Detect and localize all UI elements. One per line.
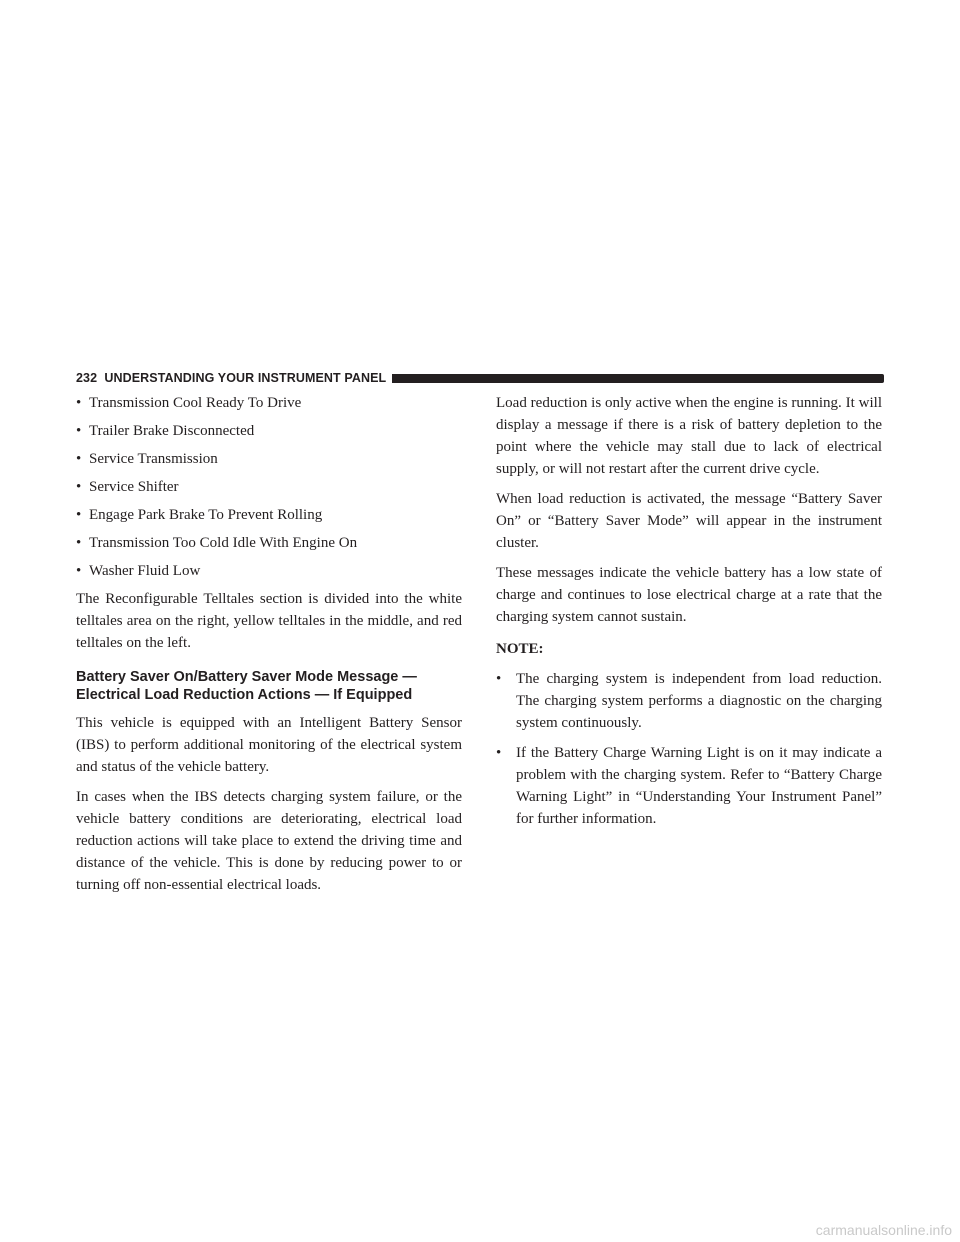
list-item [496, 668, 882, 734]
list-item [76, 448, 462, 470]
list-item-text: Transmission Cool Ready To Drive [89, 395, 302, 411]
paragraph-cases: In cases when the IBS detects charging system failure, or the vehicle battery conditions are deteriorating, electrical load reduction actions will take place to extend the driving time and distance of the vehicle. This is done by reducing power to or turning off non-essential electrical loads. [76, 789, 462, 893]
paragraph-activated: When load reduction is activated, the message “Battery Saver On” or “Battery Saver Mode” will appear in the instrument cluster. [496, 491, 882, 551]
list-item [76, 504, 462, 526]
bullet-icon: • [76, 563, 82, 579]
bullet-icon: • [76, 535, 82, 551]
header-rule [392, 374, 884, 383]
chapter-title: UNDERSTANDING YOUR INSTRUMENT PANEL [104, 371, 387, 385]
header-spacer [97, 371, 104, 385]
bullet-icon: • [76, 423, 82, 439]
list-item [76, 392, 462, 414]
list-item-text: The charging system is independent from load reduction. The charging system performs a diagnostic on the charging system continuously. [516, 671, 882, 731]
list-item-text: Service Shifter [89, 479, 179, 495]
left-column [76, 392, 462, 904]
bullet-icon: • [76, 395, 82, 411]
list-item-text: Engage Park Brake To Prevent Rolling [89, 507, 323, 523]
section-heading-line1: Battery Saver On/Battery Saver Mode Message — [76, 669, 417, 685]
list-item [76, 420, 462, 442]
list-item-text: Transmission Too Cold Idle With Engine On [89, 535, 358, 551]
paragraph-telltales: The Reconfigurable Telltales section is divided into the white telltales area on the right, yellow telltales in the middle, and red telltales on the left. [76, 591, 462, 651]
paragraph-messages: These messages indicate the vehicle battery has a low state of charge and continues to lose electrical charge at a rate that the charging system cannot sustain. [496, 565, 882, 625]
list-item-text: If the Battery Charge Warning Light is on it may indicate a problem with the charging system. Refer to “Battery Charge Warning Light” in “Understanding Your Instrument Panel” for further information. [516, 745, 882, 827]
note-list [496, 668, 882, 830]
message-list [76, 392, 462, 582]
bullet-icon: • [76, 451, 82, 467]
section-heading [76, 668, 462, 704]
list-item-text: Washer Fluid Low [89, 563, 201, 579]
list-item [76, 560, 462, 582]
list-item [76, 476, 462, 498]
page-number: 232 [76, 371, 98, 385]
paragraph-ibs: This vehicle is equipped with an Intelligent Battery Sensor (IBS) to perform additional monitoring of the electrical system and status of the vehicle battery. [76, 715, 462, 775]
right-column [496, 392, 882, 838]
section-heading-line2: Electrical Load Reduction Actions — If Equipped [76, 687, 413, 703]
page-header [76, 370, 884, 386]
bullet-icon: • [76, 507, 82, 523]
bullet-icon: • [76, 479, 82, 495]
bullet-icon: • [496, 745, 502, 761]
watermark: carmanualsonline.info [815, 1222, 952, 1238]
paragraph-load-reduction: Load reduction is only active when the engine is running. It will display a message if there is a risk of battery depletion to the point where the vehicle may stall due to lack of electrical supply, or will not restart after the current drive cycle. [496, 395, 882, 477]
list-item [76, 532, 462, 554]
list-item-text: Trailer Brake Disconnected [89, 423, 255, 439]
note-label: NOTE: [496, 641, 544, 657]
list-item-text: Service Transmission [89, 451, 218, 467]
list-item [496, 742, 882, 830]
bullet-icon: • [496, 671, 502, 687]
